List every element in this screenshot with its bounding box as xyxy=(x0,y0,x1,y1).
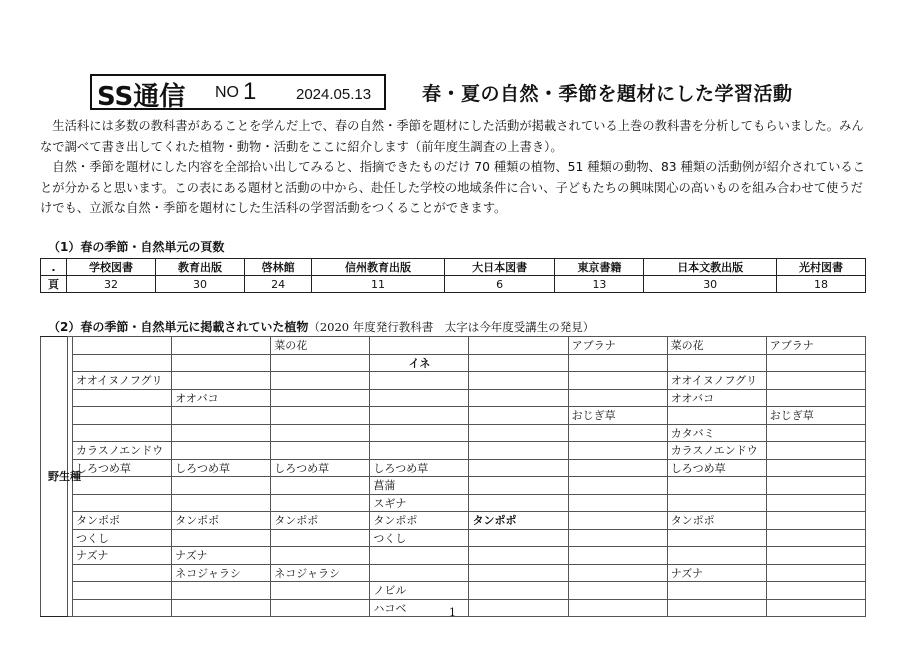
table-row xyxy=(41,424,866,442)
table-row xyxy=(41,372,866,390)
plant-cell xyxy=(568,599,667,617)
newsletter-title: SS通信 xyxy=(97,82,186,112)
plant-cell xyxy=(271,529,370,547)
plant-cell xyxy=(766,372,865,390)
plant-cell xyxy=(271,599,370,617)
plant-cell xyxy=(172,442,271,460)
section2-heading: （2）春の季節・自然単元に掲載されていた植物 xyxy=(48,320,309,334)
plant-cell xyxy=(766,564,865,582)
plant-cell: ナズナ xyxy=(667,564,766,582)
plant-cell xyxy=(370,564,469,582)
plant-cell xyxy=(469,547,568,565)
corner-cell: . xyxy=(41,259,67,276)
plant-cell xyxy=(667,477,766,495)
plant-cell: カタバミ xyxy=(667,424,766,442)
plant-cell xyxy=(469,407,568,425)
page-count-cell: 30 xyxy=(155,276,244,293)
page-count-cell: 13 xyxy=(555,276,644,293)
intro-text-2: 自然・季節を題材にした内容を全部拾い出してみると、指摘できたものだけ 70 種類の植物、51 種類の動物、83 種類の活動例が紹介されていることが分かると思います。この表にある題材と活動の中から、赴任した学校の地域条件に合い、子どもたちの興味関心の高いものを組み合わせて使うだけでも、立派な自然・季節を題材にした生活科の学習活動をつくることができます。 xyxy=(40,160,865,215)
plant-cell xyxy=(469,424,568,442)
plant-cell xyxy=(370,407,469,425)
plant-cell xyxy=(766,547,865,565)
page-count-cell: 30 xyxy=(644,276,777,293)
plant-cell: つくし xyxy=(370,529,469,547)
plant-cell: オオバコ xyxy=(667,389,766,407)
plant-cell xyxy=(469,582,568,600)
publisher-cell: 大日本図書 xyxy=(444,259,555,276)
plant-cell: 菜の花 xyxy=(667,337,766,355)
plant-cell xyxy=(469,564,568,582)
table-row xyxy=(41,564,866,582)
plant-cell: しろつめ草 xyxy=(73,459,172,477)
page-count-cell: 18 xyxy=(776,276,865,293)
plant-cell: ナズナ xyxy=(172,547,271,565)
plant-cell xyxy=(766,459,865,477)
plant-cell: 菖蒲 xyxy=(370,477,469,495)
publisher-cell: 日本文教出版 xyxy=(644,259,777,276)
plant-cell xyxy=(667,547,766,565)
section2-note: （2020 年度発行教科書 太字は今年度受講生の発見） xyxy=(308,320,595,334)
plant-cell xyxy=(172,424,271,442)
plant-cell xyxy=(469,354,568,372)
table-row xyxy=(41,494,866,512)
plant-cell: イネ xyxy=(370,354,469,372)
plant-cell xyxy=(271,477,370,495)
table-row xyxy=(41,529,866,547)
plant-cell xyxy=(73,354,172,372)
plant-cell: ノビル xyxy=(370,582,469,600)
plants-table xyxy=(40,336,866,617)
plant-cell: おじぎ草 xyxy=(568,407,667,425)
plant-cell xyxy=(469,529,568,547)
plant-cell xyxy=(469,389,568,407)
plant-cell xyxy=(469,442,568,460)
table-row xyxy=(41,582,866,600)
plant-cell xyxy=(172,582,271,600)
plant-cell xyxy=(73,582,172,600)
page-number: 1 xyxy=(449,606,456,619)
plant-cell xyxy=(766,494,865,512)
plant-cell xyxy=(370,337,469,355)
plant-cell: タンポポ xyxy=(370,512,469,530)
plant-cell xyxy=(172,354,271,372)
plant-cell xyxy=(766,442,865,460)
publisher-cell: 学校図書 xyxy=(67,259,156,276)
publisher-cell: 光村図書 xyxy=(776,259,865,276)
pages-table xyxy=(40,258,866,293)
table-row xyxy=(41,459,866,477)
plant-cell: ネコジャラシ xyxy=(271,564,370,582)
table-row xyxy=(41,512,866,530)
plant-cell xyxy=(568,354,667,372)
plant-cell xyxy=(172,494,271,512)
intro-paragraph-2 xyxy=(40,157,870,219)
table-row xyxy=(41,337,866,355)
table-row xyxy=(41,407,866,425)
plant-cell: ネコジャラシ xyxy=(172,564,271,582)
plant-cell xyxy=(73,599,172,617)
plant-cell xyxy=(568,494,667,512)
plant-cell xyxy=(73,477,172,495)
plant-cell xyxy=(73,389,172,407)
plant-cell xyxy=(469,494,568,512)
plant-cell: しろつめ草 xyxy=(667,459,766,477)
plant-cell xyxy=(667,582,766,600)
plant-cell xyxy=(469,372,568,390)
plant-cell xyxy=(469,337,568,355)
plant-cell xyxy=(766,424,865,442)
plant-cell xyxy=(271,582,370,600)
plant-cell xyxy=(469,459,568,477)
plant-cell: アブラナ xyxy=(766,337,865,355)
plant-cell xyxy=(766,389,865,407)
plant-cell xyxy=(568,389,667,407)
plant-cell xyxy=(667,599,766,617)
plant-cell xyxy=(271,354,370,372)
plant-cell xyxy=(766,599,865,617)
plant-cell: スギナ xyxy=(370,494,469,512)
issue-date: 2024.05.13 xyxy=(296,86,372,103)
plant-cell: ハコベ xyxy=(370,599,469,617)
plant-cell xyxy=(568,582,667,600)
plant-cell: おじぎ草 xyxy=(766,407,865,425)
plant-cell xyxy=(667,354,766,372)
plant-cell: タンポポ xyxy=(469,512,568,530)
plant-cell xyxy=(766,512,865,530)
plant-cell xyxy=(271,424,370,442)
pages-value-row xyxy=(41,276,866,293)
plant-cell xyxy=(172,337,271,355)
table-row xyxy=(41,354,866,372)
plant-cell xyxy=(568,459,667,477)
intro-paragraph-1 xyxy=(40,116,870,157)
plant-cell: しろつめ草 xyxy=(370,459,469,477)
plant-cell: オオイヌノフグリ xyxy=(73,372,172,390)
plant-cell xyxy=(73,424,172,442)
intro-text-1: 生活科には多数の教科書があることを学んだ上で、春の自然・季節を題材にした活動が掲載されている上巻の教科書を分析してもらいました。みんなで調べて書き出してくれた植物・動物・活動をここに紹介します（前年度生調査の上書き）。 xyxy=(40,119,864,154)
plant-cell xyxy=(568,372,667,390)
page-count-cell: 32 xyxy=(67,276,156,293)
plant-cell xyxy=(766,354,865,372)
plant-cell: しろつめ草 xyxy=(271,459,370,477)
publisher-cell: 信州教育出版 xyxy=(312,259,445,276)
row-label-cell: 頁 xyxy=(41,276,67,293)
plant-cell xyxy=(271,372,370,390)
plant-cell xyxy=(568,442,667,460)
plant-cell: タンポポ xyxy=(667,512,766,530)
category-cell xyxy=(41,337,82,617)
plant-cell xyxy=(172,529,271,547)
plant-cell xyxy=(568,512,667,530)
plant-cell xyxy=(172,407,271,425)
page-count-cell: 6 xyxy=(444,276,555,293)
plant-cell xyxy=(271,494,370,512)
plant-cell: つくし xyxy=(73,529,172,547)
plant-cell xyxy=(370,547,469,565)
plant-cell xyxy=(271,407,370,425)
plant-cell xyxy=(172,599,271,617)
plant-cell xyxy=(271,442,370,460)
plant-cell xyxy=(667,529,766,547)
plant-cell: タンポポ xyxy=(271,512,370,530)
page-subtitle: 春・夏の自然・季節を題材にした学習活動 xyxy=(422,83,793,105)
pages-header-row xyxy=(41,259,866,276)
plant-cell: 菜の花 xyxy=(271,337,370,355)
plant-cell xyxy=(73,564,172,582)
issue-number: 1 xyxy=(243,78,257,105)
plant-cell xyxy=(667,494,766,512)
page-count-cell: 11 xyxy=(312,276,445,293)
section2-title xyxy=(48,318,594,335)
plant-cell: タンポポ xyxy=(73,512,172,530)
plant-cell xyxy=(370,442,469,460)
plant-cell: アブラナ xyxy=(568,337,667,355)
plant-cell xyxy=(370,389,469,407)
publisher-cell: 東京書籍 xyxy=(555,259,644,276)
table-row xyxy=(41,477,866,495)
category-label: 野生種 xyxy=(48,470,82,483)
plant-cell xyxy=(568,529,667,547)
plant-cell xyxy=(469,477,568,495)
table-row xyxy=(41,547,866,565)
plant-cell xyxy=(568,547,667,565)
plant-cell xyxy=(370,424,469,442)
plant-cell xyxy=(469,599,568,617)
section1-title: （1）春の季節・自然単元の頁数 xyxy=(48,240,225,254)
plant-cell: タンポポ xyxy=(172,512,271,530)
plant-cell xyxy=(271,389,370,407)
plant-cell xyxy=(73,494,172,512)
plant-cell xyxy=(172,477,271,495)
plant-cell xyxy=(568,477,667,495)
publisher-cell: 教育出版 xyxy=(155,259,244,276)
publisher-cell: 啓林館 xyxy=(244,259,311,276)
plant-cell: オオバコ xyxy=(172,389,271,407)
plant-cell xyxy=(172,372,271,390)
table-row xyxy=(41,442,866,460)
page-count-cell: 24 xyxy=(244,276,311,293)
plant-cell: オオイヌノフグリ xyxy=(667,372,766,390)
plant-cell: カラスノエンドウ xyxy=(73,442,172,460)
table-row xyxy=(41,389,866,407)
plant-cell xyxy=(568,424,667,442)
plant-cell xyxy=(766,477,865,495)
plant-cell xyxy=(271,547,370,565)
plant-cell xyxy=(370,372,469,390)
plant-cell xyxy=(568,564,667,582)
plant-cell xyxy=(73,337,172,355)
plant-cell xyxy=(766,582,865,600)
plant-cell xyxy=(667,407,766,425)
plant-cell xyxy=(766,529,865,547)
plant-cell: ナズナ xyxy=(73,547,172,565)
plant-cell: カラスノエンドウ xyxy=(667,442,766,460)
issue-label: NO xyxy=(215,84,239,101)
plant-cell: しろつめ草 xyxy=(172,459,271,477)
plant-cell xyxy=(73,407,172,425)
